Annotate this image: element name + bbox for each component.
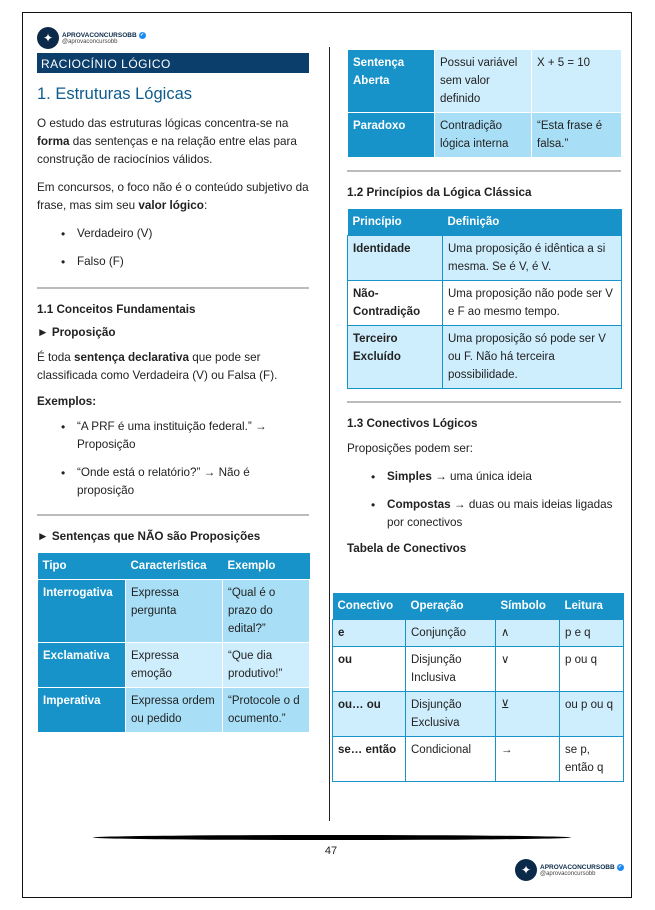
left-column [37,53,309,733]
subheading-proposicao: ► Proposição [37,326,116,339]
brand-name: APROVACONCURSOBB [540,863,615,871]
intro-paragraph-1: O estudo das estruturas lógicas concentra-se na forma das sentenças e na relação entre elas para construção de raciocínios válidos. [37,117,297,166]
list-item: • Falso (F) [37,253,309,271]
connectives-intro: Proposições podem ser: [347,442,474,455]
table-header: Princípio [348,209,443,236]
table-row: ou… ou Disjunção Exclusiva ⊻ ou p ou q [333,692,624,737]
list-item: • Simples → uma única ideia [347,468,621,486]
table-row: Paradoxo Contradição lógica interna “Esta frase é falsa.” [348,113,622,158]
divider [347,170,621,172]
connectives-table-title: Tabela de Conectivos [347,542,467,555]
section-heading-1-2: 1.2 Princípios da Lógica Clássica [347,186,532,199]
brand-handle: @aprovaconcursobb [540,870,596,877]
table-row: Sentença Aberta Possui variável sem valor definido X + 5 = 10 [348,50,622,113]
table-row: e Conjunção ∧ p e q [333,620,624,647]
list-item: • “A PRF é uma instituição federal.” → Proposição [37,418,309,454]
table-header: Exemplo [223,553,310,580]
section-heading-1-1: 1.1 Conceitos Fundamentais [37,303,196,316]
table-header: Conectivo [333,593,406,620]
table-header: Tipo [38,553,126,580]
truth-values-list [37,225,309,271]
table-row: Imperativa Expressa ordem ou pedido “Protocole o documento.” [38,688,310,733]
table-row: Terceiro Excluído Uma proposição só pode ser V ou F. Não há terceira possibilidade. [348,326,622,389]
table-row: Identidade Uma proposição é idêntica a si mesma. Se é V, é V. [348,236,622,281]
list-item: • “Onde está o relatório?” → Não é proposição [37,464,309,500]
table-header: Característica [126,553,223,580]
non-propositions-table [37,553,310,733]
intro-paragraph-2: Em concursos, o foco não é o conteúdo subjetivo da frase, mas sim seu valor lógico: [37,181,309,212]
column-divider [329,47,330,821]
table-row: se… então Condicional → se p, então q [333,737,624,782]
verified-icon: ✓ [140,31,145,38]
non-propositions-heading: ► Sentenças que NÃO são Proposições [37,530,261,543]
page-number: 47 [324,845,338,857]
footer-rule [93,835,571,840]
verified-icon: ✓ [618,863,623,870]
right-column [347,49,621,565]
brand-handle: @aprovaconcursobb [62,38,118,45]
table-header: Operação [406,593,496,620]
non-propositions-table-continued [347,49,622,158]
page-title: 1. Estruturas Lógicas [37,85,192,103]
table-header: Leitura [560,593,624,620]
eagle-icon: ✦ [37,27,59,49]
connectives-table [332,593,624,782]
table-row: Interrogativa Expressa pergunta “Qual é o prazo do edital?” [38,580,310,643]
page [22,12,632,898]
header-logo [37,27,146,49]
list-item: • Verdadeiro (V) [37,225,309,243]
list-item: • Compostas → duas ou mais ideias ligadas por conectivos [347,496,621,532]
principles-table [347,209,622,389]
section-heading-1-3: 1.3 Conectivos Lógicos [347,417,478,430]
divider [347,401,621,403]
section-header-bar: RACIOCÍNIO LÓGICO [37,53,309,73]
table-row: Exclamativa Expressa emoção “Que dia produtivo!” [38,643,310,688]
eagle-icon: ✦ [515,859,537,881]
divider [37,514,309,516]
table-header: Definição [443,209,622,236]
table-header: Símbolo [496,593,560,620]
examples-label: Exemplos: [37,395,97,408]
divider [37,287,309,289]
proposition-types-list [347,468,621,532]
examples-list [37,418,309,500]
proposicao-definition: É toda sentença declarativa que pode ser classificada como Verdadeira (V) ou Falsa (F). [37,351,278,382]
table-row: Não-Contradição Uma proposição não pode ser V e F ao mesmo tempo. [348,281,622,326]
table-row: ou Disjunção Inclusiva ∨ p ou q [333,647,624,692]
footer-logo [515,859,624,881]
brand-name: APROVACONCURSOBB [62,31,137,39]
